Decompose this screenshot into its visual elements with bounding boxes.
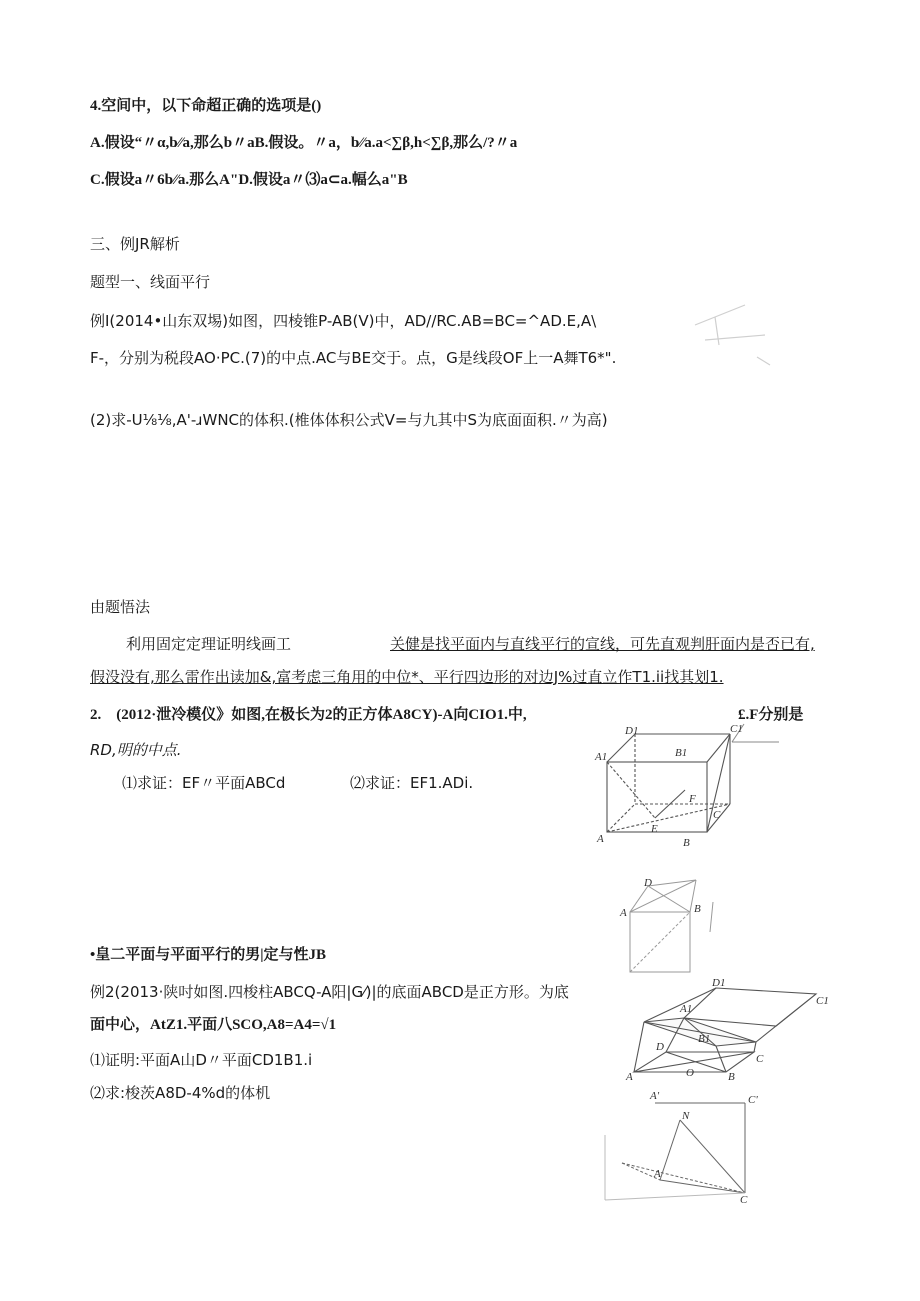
prism-label-c1: C1 [816,995,829,1007]
prism-figure [626,977,829,1083]
cube-label-c: C [713,809,721,821]
bottom-label-a-prime: A' [650,1090,660,1102]
q4-stem: 4.空间中，以下命超正确的选项是() [90,98,322,114]
cube-label-b: B [683,837,690,849]
cube-label-b1: B1 [675,747,688,759]
prism-label-b: B [728,1071,735,1083]
cube-label-d1: D1 [625,725,639,737]
prism-label-d1: D1 [712,977,726,989]
prism-label-b1: B1 [698,1033,711,1045]
bottom-label-n: N [682,1110,690,1122]
q2-line1-right: £.F分别是 [738,707,804,723]
q2-part1: ⑴求证：EF〃平面ABCd [122,774,286,792]
bottom-figure [600,1085,775,1205]
example1-line2: F-，分别为税段AO·PC.(7)的中点.AC与BE交于。点，G是线段OF上一A舞T6*". [90,349,617,367]
bottom-label-c-prime: C' [748,1094,758,1106]
section2-title: •皇二平面与平面平行的男|定与性JB [90,947,327,963]
small-cube-label-b: B [694,903,701,915]
prism-label-d: D [656,1041,664,1053]
example2-part1: ⑴证明:平面A山D〃平面CD1B1.i [90,1051,313,1069]
prism-label-c: C [756,1053,764,1065]
cube-label-a1: A1 [595,751,608,763]
method-line1-right: 关健是找平面内与直线平行的宣线，可先直观判肝面内是否已有, [390,635,815,653]
small-cube-label-d: D [644,877,652,889]
example2-line2: 面中心，AtZ1.平面八SCO,A8=A4=√1 [90,1017,337,1033]
prism-label-a1: A1 [680,1003,693,1015]
bottom-label-c: C [740,1194,748,1206]
cube-label-e: E [651,823,658,835]
example2-part2: ⑵求:梭茨A8D-4%d的体机 [90,1084,271,1102]
cube-label-f: F [689,793,696,805]
example2-line1: 例2(2013·陕吋如图.四梭柱ABCQ-A阳|G⁄)|的底面ABCD是正方形。为底 [90,983,569,1001]
cube-label-a: A [597,833,604,845]
section-title: 三、例JR解析 [90,235,180,253]
small-cube-figure [618,872,728,982]
example1-line1: 例I(2014•山东双埸)如图，四棱锥P-AB(V)中，AD//RC.AB=BC=^AD.E,A\ [90,312,597,330]
example1-part2: (2)求-U⅛⅛,A'-ɹWNC的体积.(椎体体积公式V=与九其中S为底面面积.〃为高) [90,411,608,429]
type-one-heading: 题型一、线面平行 [90,273,211,291]
q4-options-cd: C.假设a〃6b⁄⁄a.那么A"D.假设a〃⑶a⊂a.幅么a"B [90,172,408,188]
cube-figure [595,722,743,850]
cube-label-c1: C1 [730,723,743,735]
method-title: 由题悟法 [90,598,151,616]
small-cube-label-a: A [620,907,627,919]
bottom-label-a: A [654,1168,661,1180]
prism-label-o: O [686,1067,694,1079]
pyramid-figure-faded [675,295,785,375]
method-line1-left: 利用固定定理证明线画工 [126,635,292,653]
q2-line1: 2. (2012·泄冷模仪》如图,在极长为2的正方体A8CY)-A向CIO1.中, [90,707,527,723]
q2-part2: ⑵求证：EF1.ADi. [350,774,474,792]
prism-label-a: A [626,1071,633,1083]
method-line2: 假没没有,那么雷作出读加&,富考虑三角用的中位*、平行四边形的对边J%过直立作T1.ii找其划1. [90,668,724,686]
q2-line2: RD,明的中点. [90,741,182,759]
q4-options-ab: A.假设“〃α,b⁄⁄a,那么b〃aB.假设。〃a，b⁄⁄a.a<∑β,h<∑β,那么/?〃a [90,135,518,151]
